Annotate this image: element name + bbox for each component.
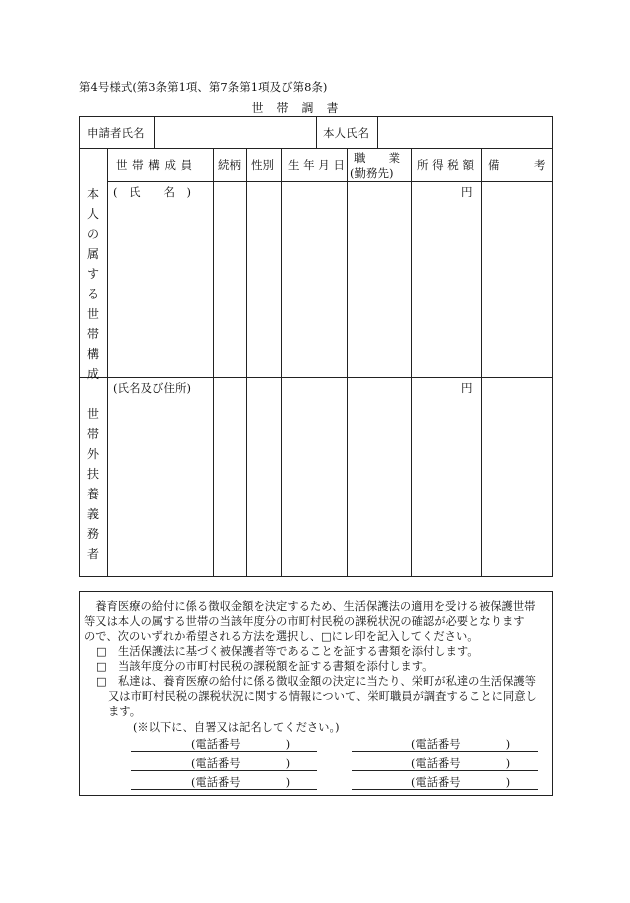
title-char: 帯 bbox=[276, 101, 289, 115]
box-border-bottom bbox=[79, 795, 552, 796]
label-char: 人 bbox=[86, 207, 99, 221]
header-remarks: 備 bbox=[488, 158, 500, 172]
intro-text: ので、次のいずれか希望される方法を選択し、□にレ印を記入してください。 bbox=[84, 630, 479, 643]
box-border-left bbox=[79, 591, 80, 796]
header-relation: 続柄 bbox=[218, 158, 241, 172]
yen-unit: 円 bbox=[461, 185, 473, 199]
table-col-divider bbox=[154, 116, 155, 149]
applicant-name-field[interactable] bbox=[156, 118, 314, 147]
household-name-hint: ( 氏 名 ) bbox=[113, 185, 191, 199]
table-col-divider bbox=[246, 148, 247, 577]
label-char: 養 bbox=[86, 487, 99, 501]
header-household-member: 世 帯 構 成 員 bbox=[116, 158, 193, 172]
label-char: す bbox=[86, 267, 99, 281]
table-col-divider bbox=[481, 148, 482, 577]
label-char: 帯 bbox=[86, 327, 99, 341]
header-occupation: 職 業 bbox=[354, 151, 400, 165]
intro-text: 養育医療の給付に係る徴収金額を決定するため、生活保護法の適用を受ける被保護世帯 bbox=[84, 600, 536, 613]
table-border-right bbox=[552, 116, 553, 577]
table-border-left bbox=[79, 116, 80, 577]
title-char: 世 bbox=[251, 101, 264, 115]
option-consent-text: 又は市町村民税の課税状況に関する情報について、栄町職員が調査することに同意し bbox=[108, 690, 537, 703]
label-char: 世 bbox=[86, 307, 99, 321]
header-income-tax: 所 得 税 額 bbox=[417, 158, 474, 172]
option-public-assistance[interactable]: □ 生活保護法に基づく被保護者等であることを証する書類を添付します。 bbox=[96, 645, 479, 658]
table-col-divider bbox=[281, 148, 282, 577]
header-remarks: 考 bbox=[534, 158, 546, 172]
table-col-divider bbox=[316, 116, 317, 149]
table-col-divider bbox=[213, 148, 214, 577]
table-col-divider bbox=[107, 148, 108, 577]
phone-label: (電話番号 ) bbox=[411, 757, 511, 770]
label-char: 成 bbox=[86, 367, 99, 381]
label-char: 外 bbox=[86, 447, 99, 461]
section-household-label bbox=[86, 184, 100, 384]
signature-line[interactable] bbox=[352, 751, 538, 752]
label-char: 世 bbox=[86, 407, 99, 421]
option-consent-investigation[interactable]: □ 私達は、養育医療の給付に係る徴収金額の決定に当たり、栄町が私達の生活保護等 bbox=[96, 675, 536, 688]
header-workplace: (勤務先) bbox=[350, 166, 394, 180]
phone-label: (電話番号 ) bbox=[191, 757, 291, 770]
label-char: 属 bbox=[86, 247, 99, 261]
section-support-obligor-label bbox=[86, 404, 100, 564]
option-tax-certificate[interactable]: □ 当該年度分の市町村民税の課税額を証する書類を添付します。 bbox=[96, 660, 434, 673]
box-border-top bbox=[79, 591, 552, 592]
obligor-name-address-hint: (氏名及び住所) bbox=[113, 381, 191, 395]
phone-label: (電話番号 ) bbox=[411, 738, 511, 751]
person-name-field[interactable] bbox=[379, 118, 550, 147]
header-sex: 性別 bbox=[251, 158, 274, 172]
title-char: 調 bbox=[301, 101, 314, 115]
label-char: の bbox=[86, 227, 99, 241]
header-birthdate: 生 年 月 日 bbox=[288, 158, 345, 172]
label-char: 構 bbox=[86, 347, 99, 361]
signature-line[interactable] bbox=[131, 789, 317, 790]
table-col-divider bbox=[411, 148, 412, 577]
signature-hint: (※以下に、自署又は記名してください。) bbox=[133, 721, 340, 734]
applicant-name-label: 申請者氏名 bbox=[87, 126, 145, 140]
phone-label: (電話番号 ) bbox=[411, 776, 511, 789]
label-char: 帯 bbox=[86, 427, 99, 441]
option-consent-text: ます。 bbox=[108, 705, 141, 718]
document-title bbox=[245, 99, 385, 116]
phone-label: (電話番号 ) bbox=[191, 776, 291, 789]
signature-line[interactable] bbox=[352, 789, 538, 790]
table-col-divider bbox=[377, 116, 378, 149]
box-border-right bbox=[552, 591, 553, 796]
label-char: 本 bbox=[86, 187, 99, 201]
label-char: 義 bbox=[86, 507, 99, 521]
label-char: 務 bbox=[86, 527, 99, 541]
signature-line[interactable] bbox=[131, 751, 317, 752]
yen-unit: 円 bbox=[461, 381, 473, 395]
intro-text: 等又は本人の属する世帯の当該年度分の市町村民税の課税状況の確認が必要となります bbox=[84, 615, 525, 628]
phone-label: (電話番号 ) bbox=[191, 738, 291, 751]
table-col-divider bbox=[347, 148, 348, 577]
person-name-label: 本人氏名 bbox=[323, 126, 369, 140]
signature-line[interactable] bbox=[131, 770, 317, 771]
label-char: 者 bbox=[86, 547, 99, 561]
form-number: 第4号様式(第3条第1項、第7条第1項及び第8条) bbox=[79, 80, 328, 94]
table-row-divider bbox=[107, 181, 552, 182]
label-char: る bbox=[86, 287, 99, 301]
title-char: 書 bbox=[326, 101, 339, 115]
signature-line[interactable] bbox=[352, 770, 538, 771]
label-char: 扶 bbox=[86, 467, 99, 481]
